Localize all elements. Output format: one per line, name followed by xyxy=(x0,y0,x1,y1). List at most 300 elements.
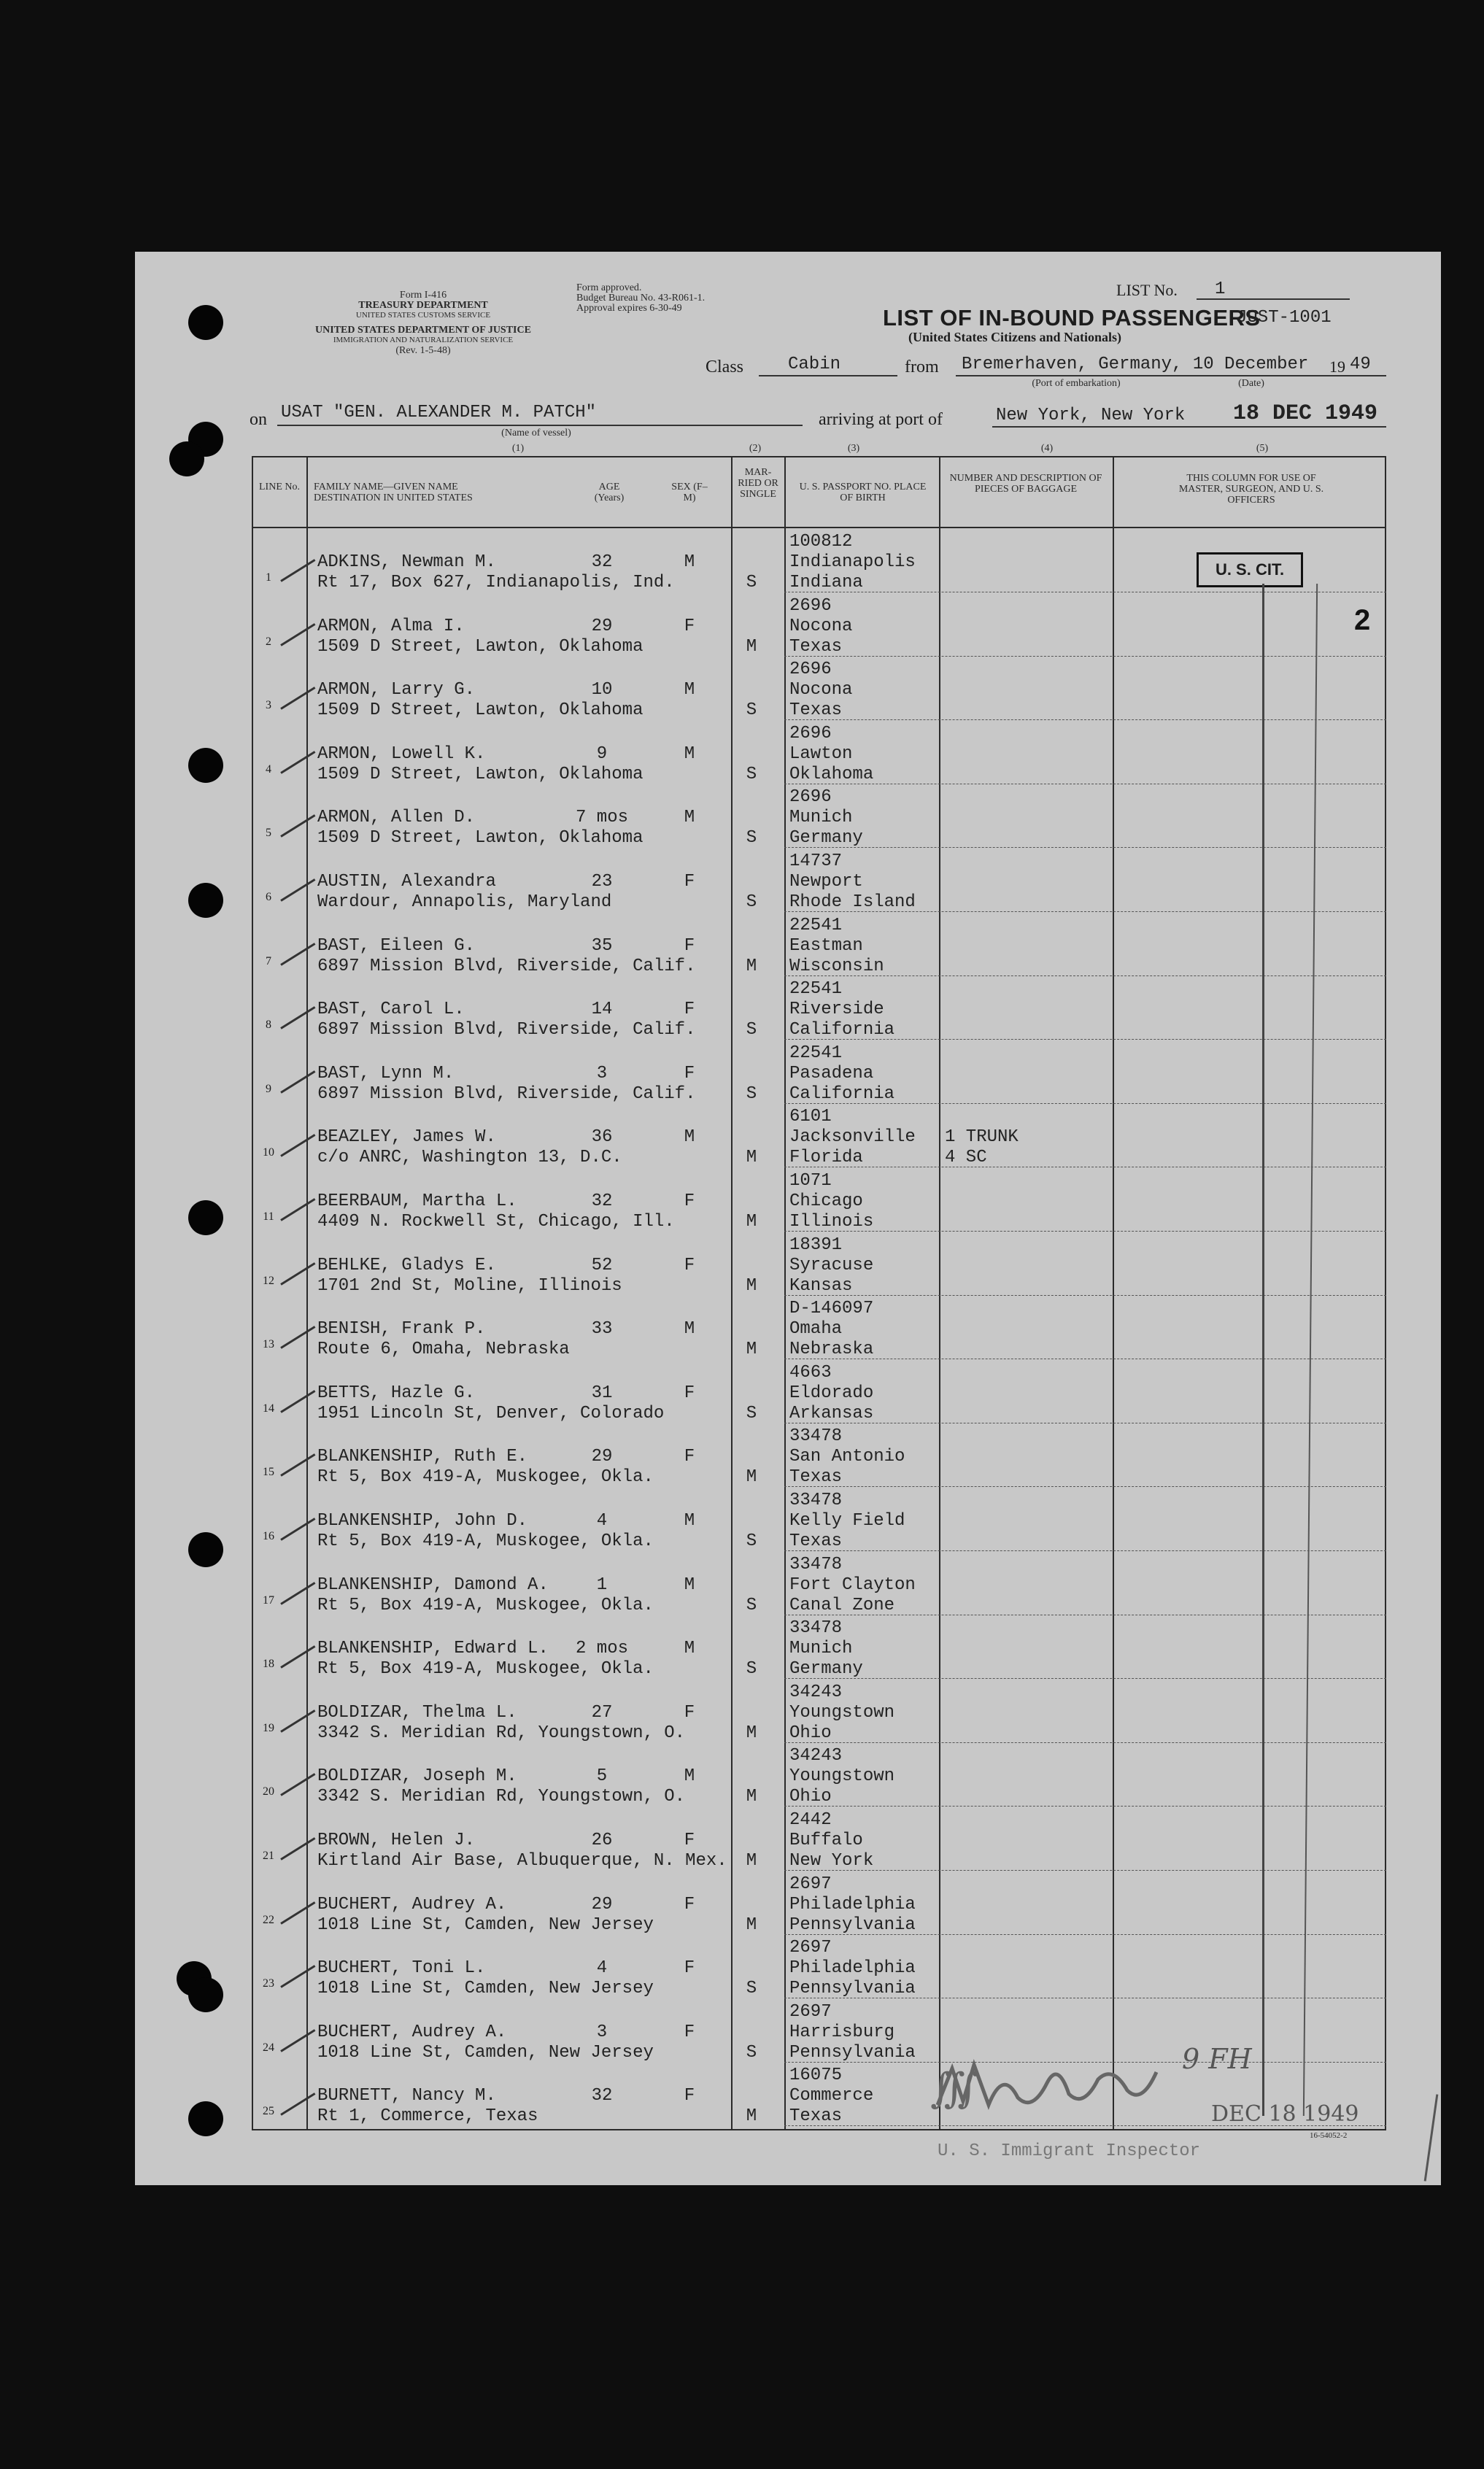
check-mark xyxy=(280,1901,315,1925)
arrival-underline xyxy=(992,426,1386,428)
passenger-address: c/o ANRC, Washington 13, D.C. xyxy=(317,1148,622,1167)
passenger-address: Rt 5, Box 419-A, Muskogee, Okla. xyxy=(317,1467,654,1487)
passenger-name: ARMON, Alma I. xyxy=(317,617,465,636)
marital-status: S xyxy=(746,1404,757,1423)
passport-number: 6101 xyxy=(789,1107,832,1127)
check-mark xyxy=(280,687,315,710)
passenger-sex: M xyxy=(684,1766,695,1786)
binder-hole xyxy=(169,441,204,476)
marital-status: M xyxy=(746,637,757,657)
list-no-label: LIST No. xyxy=(1116,281,1178,299)
col-num-2: (2) xyxy=(749,443,762,454)
passenger-sex: F xyxy=(684,617,695,636)
col-num-1: (1) xyxy=(511,443,525,454)
birth-city: San Antonio xyxy=(789,1447,905,1467)
birth-state: Germany xyxy=(789,1659,863,1679)
row-rule xyxy=(784,1678,1386,1679)
table-row xyxy=(252,1615,1386,1680)
birth-state: Canal Zone xyxy=(789,1596,895,1615)
passenger-name: ARMON, Larry G. xyxy=(317,680,476,700)
check-mark xyxy=(280,1453,315,1477)
birth-city: Nocona xyxy=(789,617,853,636)
passport-number: 33478 xyxy=(789,1618,843,1638)
inspector-caption: U. S. Immigrant Inspector xyxy=(938,2141,1201,2161)
arrival-date-stamp: 18 DEC 1949 xyxy=(1233,401,1378,426)
passenger-age: 4 xyxy=(596,1958,608,1978)
passenger-sex: F xyxy=(684,1958,695,1978)
passport-number: 22541 xyxy=(789,979,843,999)
check-mark xyxy=(280,1582,315,1605)
birth-city: Buffalo xyxy=(789,1831,863,1850)
passport-number: 2697 xyxy=(789,2002,832,2022)
marital-status: M xyxy=(746,1148,757,1167)
row-rule xyxy=(784,1039,1386,1040)
passenger-sex: F xyxy=(684,1000,695,1019)
port-caption: (Port of embarkation) xyxy=(1032,378,1121,389)
year-prefix: 19 xyxy=(1329,358,1345,376)
passenger-address: Rt 5, Box 419-A, Muskogee, Okla. xyxy=(317,1596,654,1615)
check-mark xyxy=(280,1709,315,1733)
table-row xyxy=(252,1871,1386,1936)
birth-city: Youngstown xyxy=(789,1703,895,1723)
table-header-rule xyxy=(252,527,1386,528)
marital-status: S xyxy=(746,1531,757,1551)
passport-number: 34243 xyxy=(789,1682,843,1702)
passport-number: 2697 xyxy=(789,1874,832,1894)
list-no-value: 1 xyxy=(1215,279,1226,299)
from-value: Bremerhaven, Germany, 10 December xyxy=(962,355,1309,374)
passenger-sex: F xyxy=(684,872,695,892)
passenger-age: 14 xyxy=(591,1000,613,1019)
birth-state: Arkansas xyxy=(789,1404,874,1423)
birth-state: Texas xyxy=(789,637,843,657)
marital-status: M xyxy=(746,1340,757,1359)
header-passport: U. S. PASSPORT NO. PLACE OF BIRTH xyxy=(799,482,927,503)
line-number: 9 xyxy=(266,1083,271,1095)
birth-state: Pennsylvania xyxy=(789,1915,916,1935)
check-mark xyxy=(280,1773,315,1796)
footer-code: 16-54052-2 xyxy=(1310,2131,1348,2140)
passenger-name: BAST, Carol L. xyxy=(317,1000,465,1019)
line-number: 18 xyxy=(263,1658,274,1670)
header-age: AGE (Years) xyxy=(594,482,625,503)
passenger-address: 1509 D Street, Lawton, Oklahoma xyxy=(317,700,644,720)
passenger-age: 32 xyxy=(591,1191,613,1211)
marital-status: M xyxy=(746,957,757,976)
row-rule xyxy=(784,1806,1386,1807)
passport-number: 100812 xyxy=(789,532,853,552)
check-mark xyxy=(280,751,315,774)
table-row xyxy=(252,1807,1386,1871)
passenger-address: 6897 Mission Blvd, Riverside, Calif. xyxy=(317,1084,696,1104)
vessel-name: USAT "GEN. ALEXANDER M. PATCH" xyxy=(281,403,597,422)
baggage-line-1: 1 TRUNK xyxy=(945,1127,1019,1147)
officer-column-line xyxy=(1262,584,1264,2116)
marital-status: M xyxy=(746,1212,757,1232)
birth-state: Germany xyxy=(789,828,863,848)
passenger-address: 3342 S. Meridian Rd, Youngstown, O. xyxy=(317,1787,686,1807)
passenger-age: 4 xyxy=(596,1511,608,1531)
passenger-name: BAST, Lynn M. xyxy=(317,1064,455,1083)
passport-number: 2442 xyxy=(789,1810,832,1830)
passport-number: 2696 xyxy=(789,724,832,743)
passenger-address: 6897 Mission Blvd, Riverside, Calif. xyxy=(317,957,696,976)
list-no-underline xyxy=(1197,298,1350,300)
marital-status: S xyxy=(746,765,757,784)
birth-city: Philadelphia xyxy=(789,1895,916,1914)
passport-number: 2696 xyxy=(789,787,832,807)
treasury-dept: TREASURY DEPARTMENT xyxy=(358,300,488,311)
passenger-name: BURNETT, Nancy M. xyxy=(317,2086,496,2106)
passenger-age: 29 xyxy=(591,1447,613,1467)
marital-status: S xyxy=(746,573,757,592)
line-number: 11 xyxy=(263,1210,274,1223)
form-revision: (Rev. 1-5-48) xyxy=(395,345,451,356)
birth-city: Commerce xyxy=(789,2086,874,2106)
approval-expires: Approval expires 6-30-49 xyxy=(576,303,682,314)
justice-dept: UNITED STATES DEPARTMENT OF JUSTICE xyxy=(315,325,531,336)
date-caption: (Date) xyxy=(1238,378,1264,389)
birth-state: Texas xyxy=(789,700,843,720)
check-mark xyxy=(280,943,315,966)
birth-city: Eldorado xyxy=(789,1383,874,1403)
col-num-3: (3) xyxy=(847,443,860,454)
birth-state: New York xyxy=(789,1851,874,1871)
marital-status: S xyxy=(746,1020,757,1040)
table-row xyxy=(252,593,1386,657)
passenger-sex: M xyxy=(684,1319,695,1339)
inspector-initials: 9 FH xyxy=(1182,2043,1252,2075)
passenger-age: 2 mos xyxy=(575,1639,628,1658)
passport-number: 33478 xyxy=(789,1426,843,1446)
line-number: 23 xyxy=(263,1977,274,1990)
passenger-address: 1018 Line St, Camden, New Jersey xyxy=(317,2043,654,2063)
row-rule xyxy=(784,719,1386,720)
passenger-name: BLANKENSHIP, Damond A. xyxy=(317,1575,549,1595)
passenger-sex: M xyxy=(684,808,695,827)
passport-number: 1071 xyxy=(789,1171,832,1191)
class-label: Class xyxy=(706,358,744,376)
marital-status: M xyxy=(746,2106,757,2126)
from-underline xyxy=(956,375,1386,376)
passenger-sex: M xyxy=(684,680,695,700)
line-number: 14 xyxy=(263,1402,274,1415)
header-married: MAR- RIED OR SINGLE xyxy=(738,467,778,500)
document-code: JUST-1001 xyxy=(1237,308,1332,328)
birth-city: Riverside xyxy=(789,1000,884,1019)
binder-hole xyxy=(188,1532,223,1567)
passenger-age: 3 xyxy=(596,2022,608,2042)
birth-city: Nocona xyxy=(789,680,853,700)
passport-number: 2697 xyxy=(789,1938,832,1958)
birth-state: California xyxy=(789,1020,895,1040)
birth-state: Texas xyxy=(789,2106,843,2126)
inspection-date: DEC 18 1949 xyxy=(1211,2101,1359,2127)
line-number: 19 xyxy=(263,1722,274,1734)
passenger-age: 1 xyxy=(596,1575,608,1595)
passenger-name: ARMON, Lowell K. xyxy=(317,744,486,764)
customs-service: UNITED STATES CUSTOMS SERVICE xyxy=(355,311,491,320)
passenger-name: BUCHERT, Toni L. xyxy=(317,1958,486,1978)
passenger-address: 1018 Line St, Camden, New Jersey xyxy=(317,1979,654,1998)
line-number: 24 xyxy=(263,2041,274,2054)
check-mark xyxy=(280,1006,315,1029)
budget-bureau: Budget Bureau No. 43-R061-1. xyxy=(576,293,706,304)
passenger-sex: M xyxy=(684,1511,695,1531)
passenger-name: BROWN, Helen J. xyxy=(317,1831,476,1850)
passenger-age: 31 xyxy=(591,1383,613,1403)
birth-state: Rhode Island xyxy=(789,892,916,912)
passenger-age: 23 xyxy=(591,872,613,892)
marital-status: S xyxy=(746,1979,757,1998)
birth-state: Ohio xyxy=(789,1787,832,1807)
passenger-address: 1018 Line St, Camden, New Jersey xyxy=(317,1915,654,1935)
passenger-address: 1951 Lincoln St, Denver, Colorado xyxy=(317,1404,665,1423)
class-value: Cabin xyxy=(788,355,841,374)
row-rule xyxy=(784,1550,1386,1551)
table-row xyxy=(252,1680,1386,1744)
check-mark xyxy=(280,1518,315,1541)
line-number: 17 xyxy=(263,1594,274,1607)
table-row xyxy=(252,1296,1386,1360)
line-number: 22 xyxy=(263,1914,274,1926)
birth-state: Ohio xyxy=(789,1723,832,1743)
table-row xyxy=(252,1552,1386,1616)
table-row xyxy=(252,1168,1386,1232)
passenger-sex: M xyxy=(684,744,695,764)
year-value: 49 xyxy=(1350,355,1371,374)
passenger-address: Wardour, Annapolis, Maryland xyxy=(317,892,612,912)
binder-hole xyxy=(188,305,223,340)
line-number: 20 xyxy=(263,1785,274,1798)
passenger-name: BEHLKE, Gladys E. xyxy=(317,1256,496,1275)
header-baggage: NUMBER AND DESCRIPTION OF PIECES OF BAGGAGE xyxy=(949,473,1102,495)
line-number: 13 xyxy=(263,1338,274,1351)
marital-status: M xyxy=(746,1467,757,1487)
passport-number: 18391 xyxy=(789,1235,843,1255)
header-destination: DESTINATION IN UNITED STATES xyxy=(314,492,473,503)
passenger-sex: F xyxy=(684,1895,695,1914)
passenger-name: BETTS, Hazle G. xyxy=(317,1383,476,1403)
check-mark xyxy=(280,1965,315,1988)
vessel-underline xyxy=(277,425,803,426)
margin-mark: 2 xyxy=(1354,604,1371,636)
line-number: 6 xyxy=(266,891,271,903)
marital-status: S xyxy=(746,828,757,848)
header-officers: THIS COLUMN FOR USE OF MASTER, SURGEON, AND U. S. OFFICERS xyxy=(1178,473,1324,506)
form-number: Form I-416 xyxy=(399,290,447,301)
birth-state: Pennsylvania xyxy=(789,2043,916,2063)
birth-city: Munich xyxy=(789,808,853,827)
table-row xyxy=(252,913,1386,977)
birth-state: Kansas xyxy=(789,1276,853,1296)
birth-city: Omaha xyxy=(789,1319,843,1339)
marital-status: M xyxy=(746,1276,757,1296)
passenger-name: BLANKENSHIP, Ruth E. xyxy=(317,1447,528,1467)
birth-state: Indiana xyxy=(789,573,863,592)
passenger-address: Rt 1, Commerce, Texas xyxy=(317,2106,538,2126)
passenger-address: 1701 2nd St, Moline, Illinois xyxy=(317,1276,622,1296)
document-subtitle: (United States Citizens and Nationals) xyxy=(908,330,1122,344)
inspector-signature xyxy=(930,2054,1164,2120)
birth-state: Texas xyxy=(789,1467,843,1487)
passport-number: 4663 xyxy=(789,1363,832,1383)
marital-status: S xyxy=(746,700,757,720)
table-row xyxy=(252,1423,1386,1488)
passenger-sex: M xyxy=(684,1639,695,1658)
line-number: 1 xyxy=(266,571,271,584)
marital-status: S xyxy=(746,892,757,912)
passenger-age: 36 xyxy=(591,1127,613,1147)
binder-hole xyxy=(188,1200,223,1235)
table-row xyxy=(252,976,1386,1040)
us-citizen-stamp: U. S. CIT. xyxy=(1197,552,1303,587)
document-title: LIST OF IN-BOUND PASSENGERS xyxy=(883,305,1261,331)
line-number: 15 xyxy=(263,1466,274,1478)
passenger-name: ARMON, Allen D. xyxy=(317,808,476,827)
passenger-sex: F xyxy=(684,1703,695,1723)
passenger-age: 32 xyxy=(591,552,613,572)
table-row xyxy=(252,1104,1386,1168)
baggage-line-2: 4 SC xyxy=(945,1148,987,1167)
passport-number: 16075 xyxy=(789,2066,843,2085)
birth-state: Texas xyxy=(789,1531,843,1551)
birth-city: Chicago xyxy=(789,1191,863,1211)
passenger-sex: F xyxy=(684,1064,695,1083)
table-row xyxy=(252,657,1386,721)
on-label: on xyxy=(250,410,267,429)
passenger-age: 3 xyxy=(596,1064,608,1083)
ins-service: IMMIGRATION AND NATURALIZATION SERVICE xyxy=(333,336,514,344)
passport-number: 22541 xyxy=(789,916,843,935)
marital-status: M xyxy=(746,1723,757,1743)
check-mark xyxy=(280,814,315,838)
passport-number: 22541 xyxy=(789,1043,843,1063)
passenger-age: 33 xyxy=(591,1319,613,1339)
header-sex: SEX (F–M) xyxy=(671,482,708,503)
passenger-age: 27 xyxy=(591,1703,613,1723)
passenger-address: 3342 S. Meridian Rd, Youngstown, O. xyxy=(317,1723,686,1743)
birth-state: Illinois xyxy=(789,1212,874,1232)
line-number: 21 xyxy=(263,1850,274,1862)
passport-number: 14737 xyxy=(789,851,843,871)
col-num-4: (4) xyxy=(1040,443,1054,454)
arriving-label: arriving at port of xyxy=(819,410,943,429)
birth-city: Kelly Field xyxy=(789,1511,905,1531)
passenger-name: BEERBAUM, Martha L. xyxy=(317,1191,517,1211)
passenger-name: ADKINS, Newman M. xyxy=(317,552,496,572)
marital-status: M xyxy=(746,1851,757,1871)
check-mark xyxy=(280,559,315,582)
birth-state: Pennsylvania xyxy=(789,1979,916,1998)
birth-city: Fort Clayton xyxy=(789,1575,916,1595)
birth-city: Pasadena xyxy=(789,1064,874,1083)
passenger-address: 4409 N. Rockwell St, Chicago, Ill. xyxy=(317,1212,675,1232)
table-row xyxy=(252,721,1386,785)
passenger-sex: F xyxy=(684,1256,695,1275)
passenger-address: 1509 D Street, Lawton, Oklahoma xyxy=(317,637,644,657)
line-number: 16 xyxy=(263,1530,274,1542)
inspector-signature: ∭ xyxy=(930,2065,979,2112)
passenger-name: BENISH, Frank P. xyxy=(317,1319,486,1339)
birth-city: Munich xyxy=(789,1639,853,1658)
passport-number: 33478 xyxy=(789,1491,843,1510)
check-mark xyxy=(280,1390,315,1413)
passenger-age: 10 xyxy=(591,680,613,700)
passenger-age: 26 xyxy=(591,1831,613,1850)
passenger-address: 1509 D Street, Lawton, Oklahoma xyxy=(317,765,644,784)
form-approved: Form approved. xyxy=(576,282,642,293)
passenger-name: BLANKENSHIP, Edward L. xyxy=(317,1639,549,1658)
passenger-age: 35 xyxy=(591,936,613,956)
check-mark xyxy=(280,1645,315,1669)
birth-city: Jacksonville xyxy=(789,1127,916,1147)
line-number: 3 xyxy=(266,699,271,711)
passenger-name: AUSTIN, Alexandra xyxy=(317,872,496,892)
table-row xyxy=(252,1935,1386,1999)
row-rule xyxy=(784,1870,1386,1871)
birth-state: Oklahoma xyxy=(789,765,874,784)
passenger-age: 29 xyxy=(591,617,613,636)
check-mark xyxy=(280,1837,315,1861)
passenger-address: Rt 17, Box 627, Indianapolis, Ind. xyxy=(317,573,675,592)
birth-city: Philadelphia xyxy=(789,1958,916,1978)
passport-number: 2696 xyxy=(789,660,832,679)
birth-state: Wisconsin xyxy=(789,957,884,976)
passenger-age: 29 xyxy=(591,1895,613,1914)
birth-state: Nebraska xyxy=(789,1340,874,1359)
passenger-sex: M xyxy=(684,552,695,572)
check-mark xyxy=(280,1262,315,1286)
passenger-address: 1509 D Street, Lawton, Oklahoma xyxy=(317,828,644,848)
vessel-caption: (Name of vessel) xyxy=(501,428,571,438)
marital-status: S xyxy=(746,1659,757,1679)
row-rule xyxy=(784,1231,1386,1232)
birth-city: Indianapolis xyxy=(789,552,916,572)
passenger-sex: F xyxy=(684,1383,695,1403)
header-line-no: LINE No. xyxy=(259,482,300,492)
passenger-address: 6897 Mission Blvd, Riverside, Calif. xyxy=(317,1020,696,1040)
passenger-address: Route 6, Omaha, Nebraska xyxy=(317,1340,570,1359)
passenger-sex: F xyxy=(684,1447,695,1467)
birth-city: Syracuse xyxy=(789,1256,874,1275)
passenger-name: BOLDIZAR, Thelma L. xyxy=(317,1703,517,1723)
passenger-sex: F xyxy=(684,936,695,956)
marital-status: S xyxy=(746,1596,757,1615)
table-row xyxy=(252,1232,1386,1297)
passenger-name: BAST, Eileen G. xyxy=(317,936,476,956)
passenger-name: BLANKENSHIP, John D. xyxy=(317,1511,528,1531)
passenger-age: 5 xyxy=(596,1766,608,1786)
check-mark xyxy=(280,2029,315,2052)
passenger-age: 52 xyxy=(591,1256,613,1275)
passenger-address: Rt 5, Box 419-A, Muskogee, Okla. xyxy=(317,1531,654,1551)
binder-hole xyxy=(188,2101,223,2136)
marital-status: S xyxy=(746,1084,757,1104)
passenger-name: BUCHERT, Audrey A. xyxy=(317,1895,507,1914)
marital-status: M xyxy=(746,1915,757,1935)
binder-hole xyxy=(188,883,223,918)
passenger-age: 7 mos xyxy=(575,808,628,827)
passenger-sex: F xyxy=(684,2086,695,2106)
table-row xyxy=(252,1360,1386,1424)
check-mark xyxy=(280,623,315,646)
passenger-sex: F xyxy=(684,1191,695,1211)
class-underline xyxy=(759,375,897,376)
line-number: 4 xyxy=(266,763,271,776)
check-mark xyxy=(280,1198,315,1221)
passenger-sex: F xyxy=(684,1831,695,1850)
